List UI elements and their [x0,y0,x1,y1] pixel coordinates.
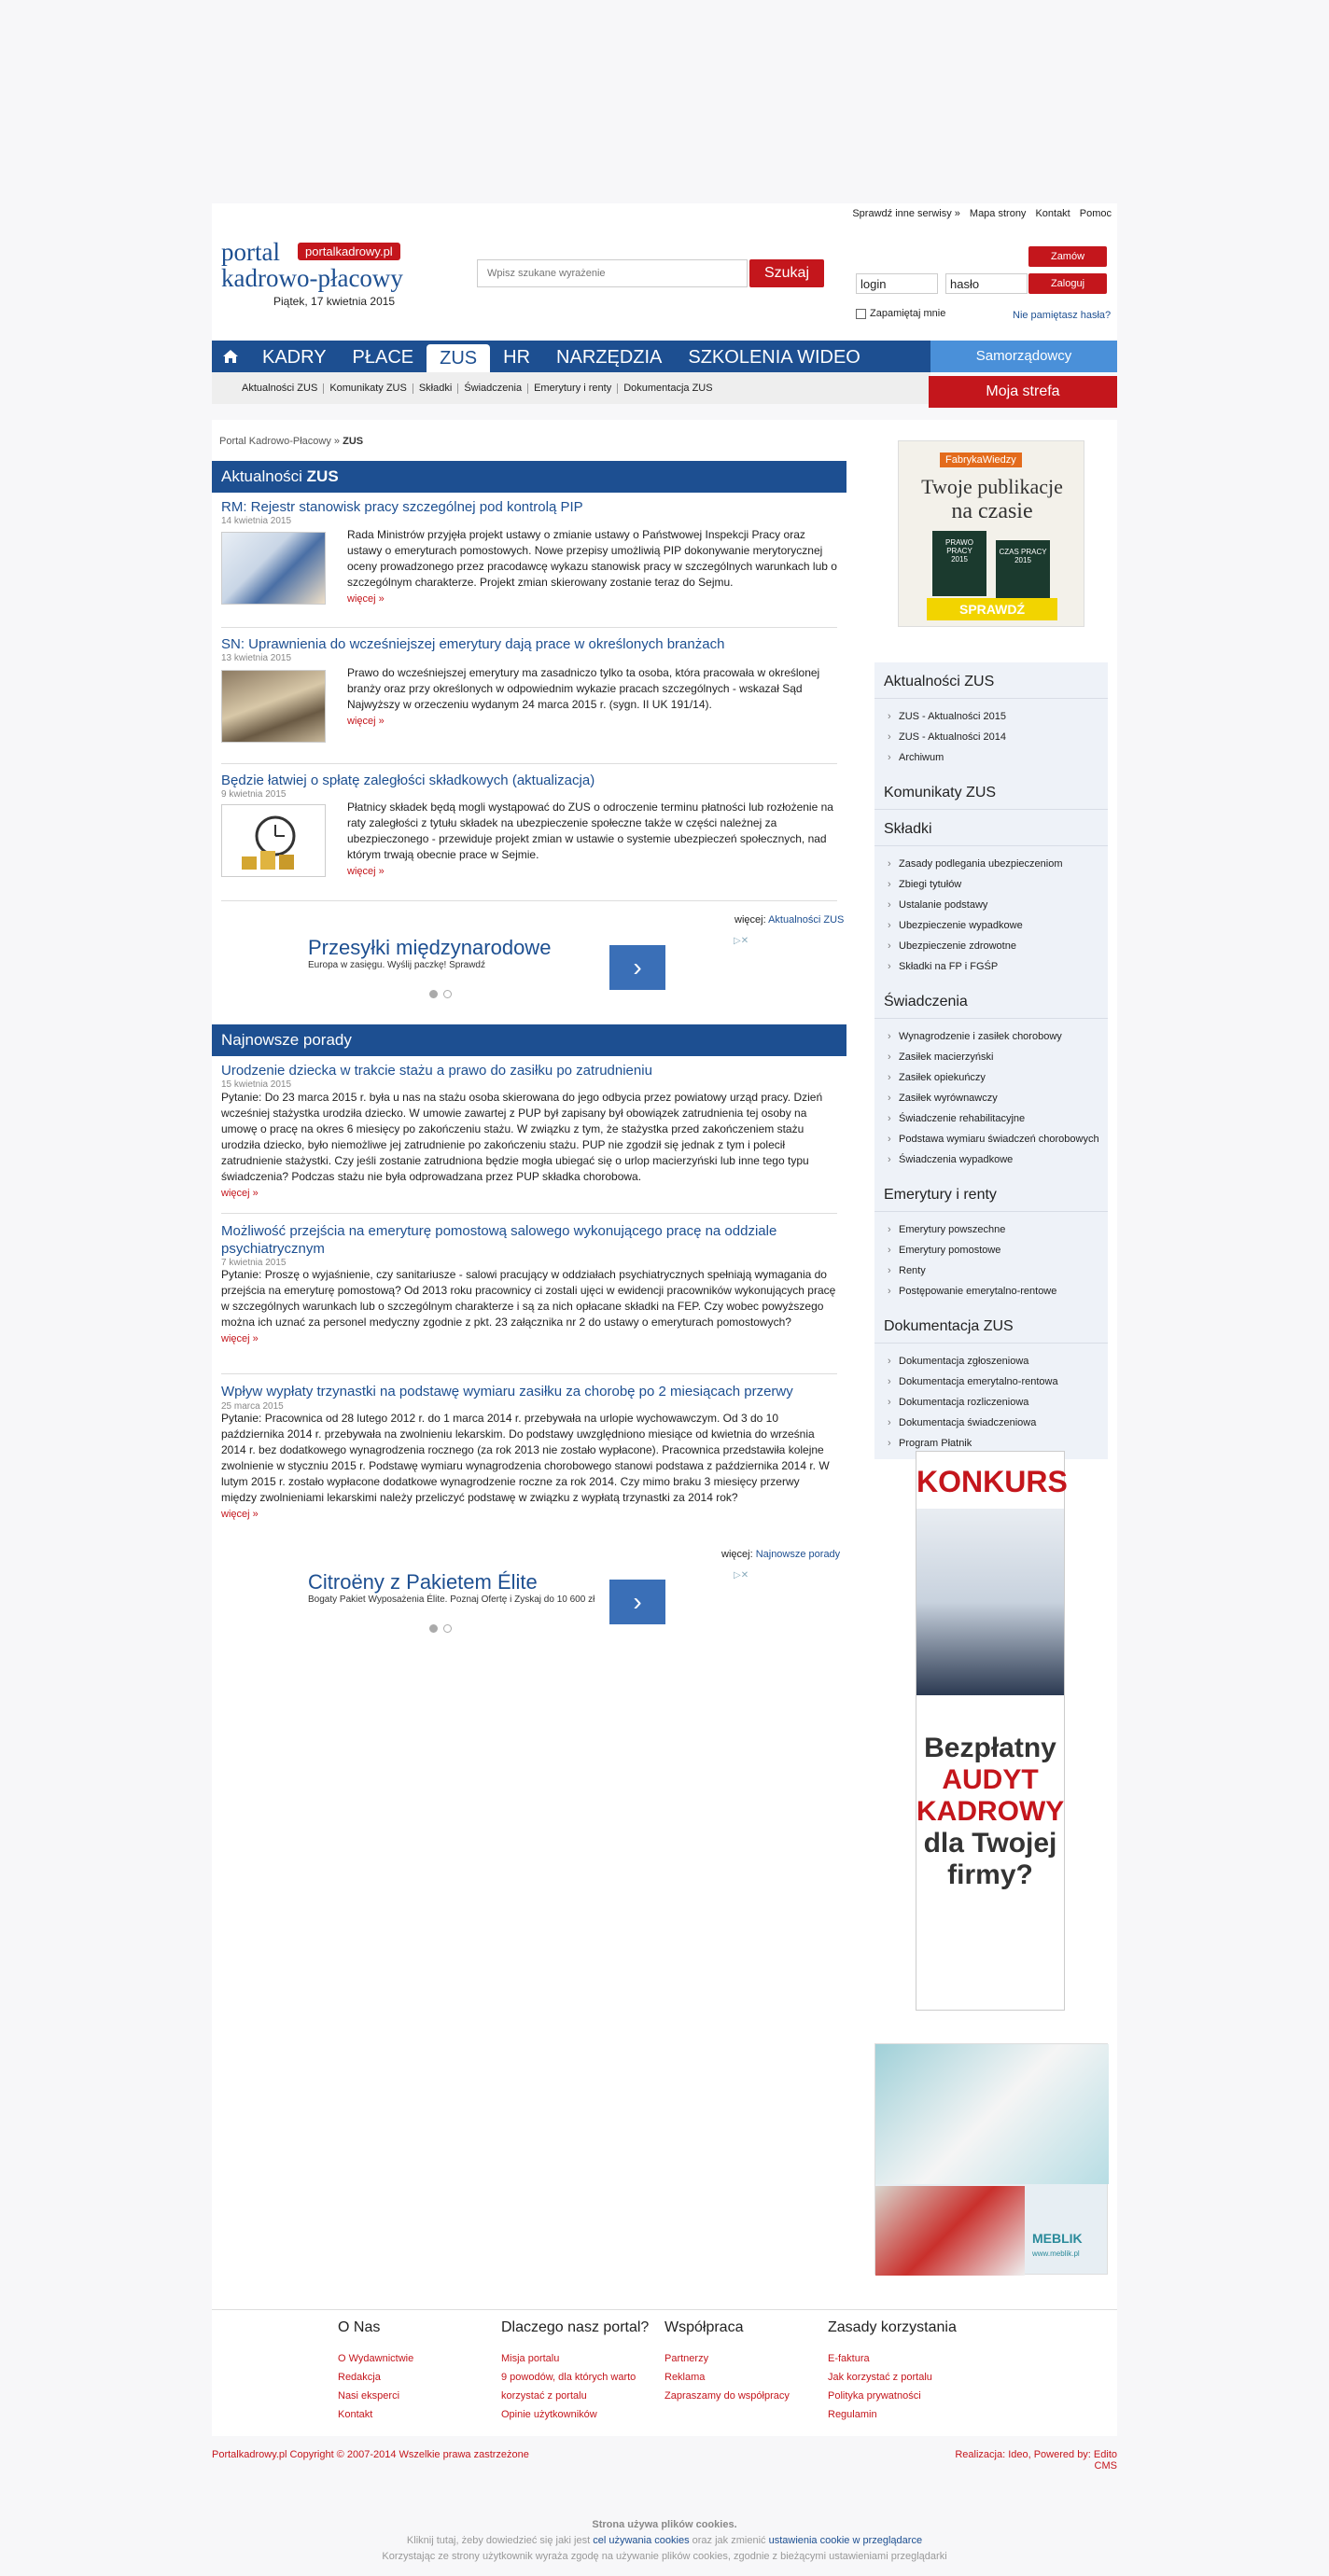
search-input[interactable] [477,259,748,287]
sidebar-item[interactable]: › Program Płatnik [888,1433,1108,1454]
cookie-consent-text: Korzystając ze strony użytkownik wyraża zgodę na używanie plików cookies, zgodnie z bieżącymi ustawieniami przeglądarki [382,2551,947,2562]
password-field[interactable] [945,273,1028,294]
top-bar [212,203,1117,224]
logo[interactable] [221,239,403,308]
dot-icon[interactable] [429,1624,438,1633]
breadcrumb-home[interactable]: Portal Kadrowo-Płacowy [219,436,331,447]
sidebar-item[interactable]: › Dokumentacja zgłoszeniowa [888,1351,1108,1372]
footer-link[interactable]: Zapraszamy do współpracy [664,2390,790,2402]
ad-choices-icon[interactable]: ▷✕ [734,1570,749,1580]
advice-title-1[interactable]: Urodzenie dziecka w trakcie stażu a prawo do zasiłku po zatrudnieniu [221,1063,652,1079]
footer-link[interactable]: Kontakt [338,2409,373,2420]
meblik-ad[interactable] [874,2043,1108,2275]
footer-link[interactable]: Regulamin [828,2409,877,2420]
cookie-text-c: oraz jak zmienić [692,2535,766,2546]
meblik-room-image-1 [875,2044,1109,2184]
footer-link[interactable]: Opinie użytkowników [501,2409,597,2420]
sidebar-item[interactable]: › Emerytury pomostowe [888,1240,1108,1260]
divider [221,1213,837,1214]
subnav-skladki[interactable]: Składki [413,383,458,394]
sidebar-item[interactable]: › Archiwum [888,747,1108,768]
footer-col-title: Współpraca [664,2319,744,2335]
news-date-3: 9 kwietnia 2015 [221,789,287,800]
footer-link[interactable]: Reklama [664,2372,706,2383]
ad2-dots [429,1624,452,1633]
dot-icon[interactable] [443,1624,452,1633]
logo-badge: portalkadrowy.pl [298,243,400,260]
footer-link[interactable]: korzystać z portalu [501,2390,587,2402]
current-date: Piątek, 17 kwietnia 2015 [273,295,396,308]
sidebar-item[interactable]: › Dokumentacja świadczeniowa [888,1413,1108,1433]
login-field[interactable] [856,273,938,294]
advice-title-2[interactable]: Możliwość przejścia na emeryturę pomostową salowego wykonującego pracę na oddziale psychiatrycznym [221,1223,777,1257]
advice-more-label: więcej: [721,1549,753,1560]
sidebar-item[interactable]: › ZUS - Aktualności 2014 [888,727,1108,747]
sidebar-item[interactable]: › Renty [888,1260,1108,1281]
nav-narzedzia[interactable]: NARZĘDZIA [556,347,663,368]
fw-line2: na czasie [951,499,1033,523]
home-icon[interactable] [212,341,249,372]
footer-col-onas [338,2319,497,2424]
sidebar-menu [874,662,1108,1459]
breadcrumb-current: ZUS [343,436,364,447]
news-title-3[interactable]: Będzie łatwiej o spłatę zaległości składkowych (aktualizacja) [221,773,595,788]
fabryka-wiedzy-ad[interactable] [898,440,1084,627]
login-button[interactable]: Zaloguj [1028,273,1107,294]
ad-banner-1[interactable] [308,936,747,1001]
subnav-swiadczenia[interactable]: Świadczenia [458,383,528,394]
forgot-password-link[interactable]: Nie pamiętasz hasła? [1013,310,1112,321]
logo-line2: kadrowo-płacowy [221,264,403,292]
search-button[interactable]: Szukaj [749,259,824,287]
moja-strefa-button[interactable]: Moja strefa [929,376,1117,408]
cookie-text-a: Kliknij tutaj, żeby dowiedzieć się jaki jest [406,2535,591,2546]
ad2-arrow-icon[interactable]: › [609,1580,665,1624]
sitemap-link[interactable]: Mapa strony [969,208,1027,219]
sidebar-item[interactable]: › Świadczenie rehabilitacyjne [888,1108,1108,1129]
nav-zus[interactable]: ZUS [427,344,490,372]
logo-line1: portal [221,238,280,266]
sidebar-item[interactable]: › Zbiegi tytułów [888,874,1108,895]
clock-coins-icon [236,808,311,873]
advice-body-1: Pytanie: Do 23 marca 2015 r. była u nas na stażu osoba skierowana do jego odbycia przez powiatowy urząd pracy. Dzień wcześniej stażystka urodziła dziecko. W umowie zawartej z PUP był zapisany był obowiązek zatrudnienia tej osoby na umowę o pracę na okres 6 miesięcy po zakończeniu stażu. W związku z tym, że stażystka przed zakończeniem stażu urodziła dziecko, było niemożliwe jej zatrudnienie po zakończeniu stażu. PUP nie zgodził się jednak z tym i polecił zatrudnienie stażystki. Czy jeśli zostanie zatrudniona będzie mogła ubiegać się o urlop macierzyński lub inne tego typu świadczenia? Podczas stażu nie była odprowadzana przez PUP składka chorobowa. [221,1091,823,1183]
sidebar-item[interactable]: › Wynagrodzenie i zasiłek chorobowy [888,1026,1108,1047]
other-services-link[interactable]: Sprawdź inne serwisy » [852,208,960,219]
advice-body-2: Pytanie: Proszę o wyjaśnienie, czy sanitariusze - salowi pracujący w oddziałach psychiatrycznych spełniają wymagania do przejścia na emeryturę pomostową? Od 2013 roku pracownicy ci zostali ujęci w ewidencji pracowników wykonujących pracę w szczególnych warunkach lub o szczególnym charakterze i są za nich opłacane składki na FEP. Czy wobec powyższego można ich uznać za personel medyczny zgodnie z pkt. 23 załącznika nr 2 do ustawy o emeryturach pomostowych? [221,1268,836,1329]
advice-text-3 [221,1411,837,1523]
news-head-prefix: Aktualności [221,467,302,485]
news-more-2[interactable]: więcej » [347,716,385,727]
news-body-1: Rada Ministrów przyjęła projekt ustawy o zmianie ustawy o Państwowej Inspekcji Pracy oraz ustawy o emeryturach pomostowych. Nowe przepisy umożliwią PIP dokonywanie merytorycznej oceny prowadzonego przez pracodawcę wykazu stanowisk pracy w szczególnych warunkach lub o szczególnym charakterze. Projekt zmian skierowany zostanie teraz do Sejmu. [347,528,837,589]
konkurs-ad[interactable] [916,1451,1068,2011]
advice-date-3: 25 marca 2015 [221,1401,284,1412]
fw-book1-title: PRAWO PRACY [945,538,973,555]
fw-book-2 [996,540,1050,598]
sidebar-heading[interactable]: Składki [874,810,1108,846]
divider [221,763,837,764]
meblik-brand: MEBLIK [1032,2231,1083,2246]
footer-link[interactable]: 9 powodów, dla których warto [501,2372,637,2383]
order-button[interactable]: Zamów [1028,246,1107,267]
sidebar-item[interactable]: › Postępowanie emerytalno-rentowe [888,1281,1108,1302]
news-image-2[interactable] [221,670,326,743]
news-more-3[interactable]: więcej » [347,866,385,877]
footer-link[interactable]: Jak korzystać z portalu [828,2372,932,2383]
news-body-2: Prawo do wcześniejszej emerytury ma zasadniczo tylko ta osoba, która pracowała w określonej branży oraz przy określonych w odpowiednim wykazie pracach szczególnych - wskazał Sąd Najwyższy w orzeczeniu wydanym 24 marca 2015 r. (sygn. II UK 191/14). [347,666,820,711]
fw-line1: Twoje publikacje [921,475,1063,498]
sidebar-item[interactable]: › Ubezpieczenie wypadkowe [888,915,1108,936]
news-image-1[interactable] [221,532,326,605]
footer-col-wspolpraca [664,2319,823,2405]
fw-book-1 [932,531,986,596]
sidebar-item[interactable]: › Ustalanie podstawy [888,895,1108,915]
advice-more-all [721,1549,840,1560]
news-more-all [734,914,844,926]
advice-body-3: Pytanie: Pracownica od 28 lutego 2012 r. do 1 marca 2014 r. przebywała na urlopie wychowawczym. Od 3 do 10 października 2014 r. przebywała na zwolnieniu lekarskim. Do podstawy uwzględniono miesiące od kwietnia do września 2014 r. bez dodatkowego wynagrodzenia rocznego (za rok 2013 nie zostało wypłacone). Pracownica przedstawiła kolejne zwolnienie w styczniu 2015 r. Podstawę wymiaru wynagrodzenia chorobowego stanowi podstawa z października 2014 r. W lutym 2015 r. zostało wypłacone dodatkowe wynagrodzenie roczne za rok 2014. Czy mimo braku 3 miesięcy przerwy między zwolnieniami lekarskimi należy przeliczyć podstawę w związku z wypłatą trzynastki za 2014 rok? [221,1412,830,1504]
sidebar-item[interactable]: › Zasady podlegania ubezpieczeniom [888,854,1108,874]
meblik-room-image-2 [875,2186,1025,2276]
fw-brand: FabrykaWiedzy [940,453,1022,467]
news-head-bold: ZUS [306,467,339,485]
breadcrumb [219,436,363,447]
ad1-dots [429,990,452,998]
breadcrumb-sep: » [333,436,341,447]
nav-hr[interactable]: HR [503,347,531,368]
sidebar-item[interactable]: › Składki na FP i FGŚP [888,956,1108,977]
sidebar-item[interactable]: › Świadczenia wypadkowe [888,1149,1108,1170]
nav-kadry[interactable]: KADRY [262,347,327,368]
divider [221,900,837,901]
news-more-1[interactable]: więcej » [347,593,385,605]
advice-title-3[interactable]: Wpływ wypłaty trzynastki na podstawę wymiaru zasiłku za chorobę po 2 miesiącach przerwy [221,1384,793,1399]
sidebar-item[interactable]: › Zasiłek opiekuńczy [888,1067,1108,1088]
remember-checkbox[interactable] [856,309,866,319]
sidebar-item[interactable]: › Dokumentacja rozliczeniowa [888,1392,1108,1413]
footer-col-zasady [828,2319,986,2424]
footer-col-dlaczego [501,2319,660,2424]
news-image-3[interactable] [221,804,326,877]
advice-more-3[interactable]: więcej » [221,1509,259,1520]
copyright: Portalkadrowy.pl Copyright © 2007-2014 Wszelkie prawa zastrzeżone [212,2449,529,2460]
news-title-2[interactable]: SN: Uprawnienia do wcześniejszej emerytury dają prace w określonych branżach [221,636,725,652]
news-title-1[interactable]: RM: Rejestr stanowisk pracy szczególnej pod kontrolą PIP [221,499,583,515]
subnav-aktualnosci[interactable]: Aktualności ZUS [236,383,324,394]
ad1-subtitle: Europa w zasięgu. Wyślij paczkę! Sprawdź [308,960,485,970]
footer-link[interactable]: O Wydawnictwie [338,2353,414,2364]
meblik-url: www.meblik.pl [1032,2249,1080,2258]
konkurs-line3: KADROWY [916,1796,1065,1827]
sidebar-heading[interactable]: Świadczenia [874,982,1108,1019]
footer [212,2309,1117,2436]
samorzadowcy-button[interactable]: Samorządowcy [930,341,1117,372]
cookie-settings-link[interactable]: ustawienia cookie w przeglądarce [768,2535,923,2546]
news-date-1: 14 kwietnia 2015 [221,516,292,526]
divider [221,627,837,628]
sidebar-item[interactable]: › Zasiłek wyrównawczy [888,1088,1108,1108]
news-text-1 [347,527,837,607]
advice-more-1[interactable]: więcej » [221,1188,259,1199]
ad-banner-2[interactable] [308,1570,747,1636]
sidebar-item[interactable]: › Zasiłek macierzyński [888,1047,1108,1067]
sidebar-heading[interactable]: Komunikaty ZUS [874,773,1108,810]
ad-choices-icon[interactable]: ▷✕ [734,936,749,946]
footer-link[interactable]: Partnerzy [664,2353,709,2364]
dot-icon[interactable] [429,990,438,998]
cookie-title: Strona używa plików cookies. [592,2519,737,2530]
help-link[interactable]: Pomoc [1079,208,1112,219]
advice-text-1 [221,1090,837,1202]
ad2-subtitle: Bogaty Pakiet Wyposażenia Élite. Poznaj Ofertę i Zyskaj do 10 600 zł [308,1594,595,1605]
cookie-purpose-link[interactable]: cel używania cookies [593,2535,690,2546]
advice-more-link[interactable]: Najnowsze porady [755,1549,841,1560]
contact-link[interactable]: Kontakt [1035,208,1070,219]
konkurs-line4: dla Twojej [923,1828,1057,1859]
advice-text-2 [221,1267,837,1347]
sidebar-item[interactable]: › Emerytury powszechne [888,1219,1108,1240]
nav-szkolenia-wideo[interactable]: SZKOLENIA WIDEO [688,347,860,368]
fw-book1-year: 2015 [951,555,968,564]
footer-link[interactable]: Redakcja [338,2372,381,2383]
news-text-2 [347,665,837,730]
footer-col-title: Zasady korzystania [828,2319,957,2335]
footer-col-title: Dlaczego nasz portal? [501,2319,650,2335]
news-text-3 [347,800,837,880]
sidebar-item[interactable]: › Dokumentacja emerytalno-rentowa [888,1372,1108,1392]
advice-date-2: 7 kwietnia 2015 [221,1258,287,1268]
news-more-label: więcej: [734,914,766,926]
footer-col-title: O Nas [338,2319,381,2335]
footer-link[interactable]: Nasi eksperci [338,2390,400,2402]
subnav-komunikaty[interactable]: Komunikaty ZUS [324,383,413,394]
footer-link[interactable]: E-faktura [828,2353,870,2364]
advice-more-2[interactable]: więcej » [221,1333,259,1344]
news-section-header [212,461,846,493]
sidebar-item[interactable]: › Ubezpieczenie zdrowotne [888,936,1108,956]
realization-credit[interactable]: Realizacja: Ideo, Powered by: Edito CMS [955,2449,1117,2472]
news-date-2: 13 kwietnia 2015 [221,653,292,663]
divider [221,1373,837,1374]
konkurs-line2: AUDYT [942,1764,1039,1795]
remember-me[interactable] [856,308,945,319]
sidebar-item[interactable]: › Podstawa wymiaru świadczeń chorobowych [888,1129,1108,1149]
subnav-dokumentacja[interactable]: Dokumentacja ZUS [623,382,713,394]
nav-place[interactable]: PŁACE [352,347,414,368]
advice-section-header: Najnowsze porady [212,1024,846,1056]
subnav-emerytury[interactable]: Emerytury i renty [528,383,618,394]
header [212,224,1117,341]
news-more-link[interactable]: Aktualności ZUS [768,914,845,926]
dot-icon[interactable] [443,990,452,998]
ad2-title[interactable]: Citroëny z Pakietem Élite [308,1570,538,1594]
ad1-title[interactable]: Przesyłki międzynarodowe [308,936,552,959]
cookie-notice [0,2517,1329,2565]
fw-book2-year: 2015 [1014,556,1031,564]
konkurs-line5: firmy? [947,1859,1033,1890]
advice-date-1: 15 kwietnia 2015 [221,1079,292,1090]
fw-book2-title: CZAS PRACY [999,548,1047,556]
sidebar-heading[interactable]: Aktualności ZUS [874,662,1108,699]
sidebar-heading[interactable]: Dokumentacja ZUS [874,1307,1108,1344]
sidebar-item[interactable]: › ZUS - Aktualności 2015 [888,706,1108,727]
footer-link[interactable]: Misja portalu [501,2353,560,2364]
news-body-3: Płatnicy składek będą mogli wystąpować do ZUS o odroczenie terminu płatności lub rozłożenie na raty zaległości z tytułu składek na ubezpieczenie społeczne także w części należnej za ubezpieczonego - przewiduje projekt zmian w ustawie o systemie ubezpieczeń społecznych, nad którym trwają obecnie prace w Sejmie. [347,801,833,861]
ad1-arrow-icon[interactable]: › [609,945,665,990]
fw-cta-button[interactable]: SPRAWDŹ [927,598,1057,620]
remember-label: Zapamiętaj mnie [870,308,946,319]
sidebar-heading[interactable]: Emerytury i renty [874,1176,1108,1212]
sub-nav [212,372,930,404]
konkurs-people-image [916,1509,1064,1695]
konkurs-title: KONKURS [916,1465,1068,1498]
main-nav [212,341,930,372]
konkurs-line1: Bezpłatny [924,1733,1056,1763]
footer-link[interactable]: Polityka prywatności [828,2390,921,2402]
